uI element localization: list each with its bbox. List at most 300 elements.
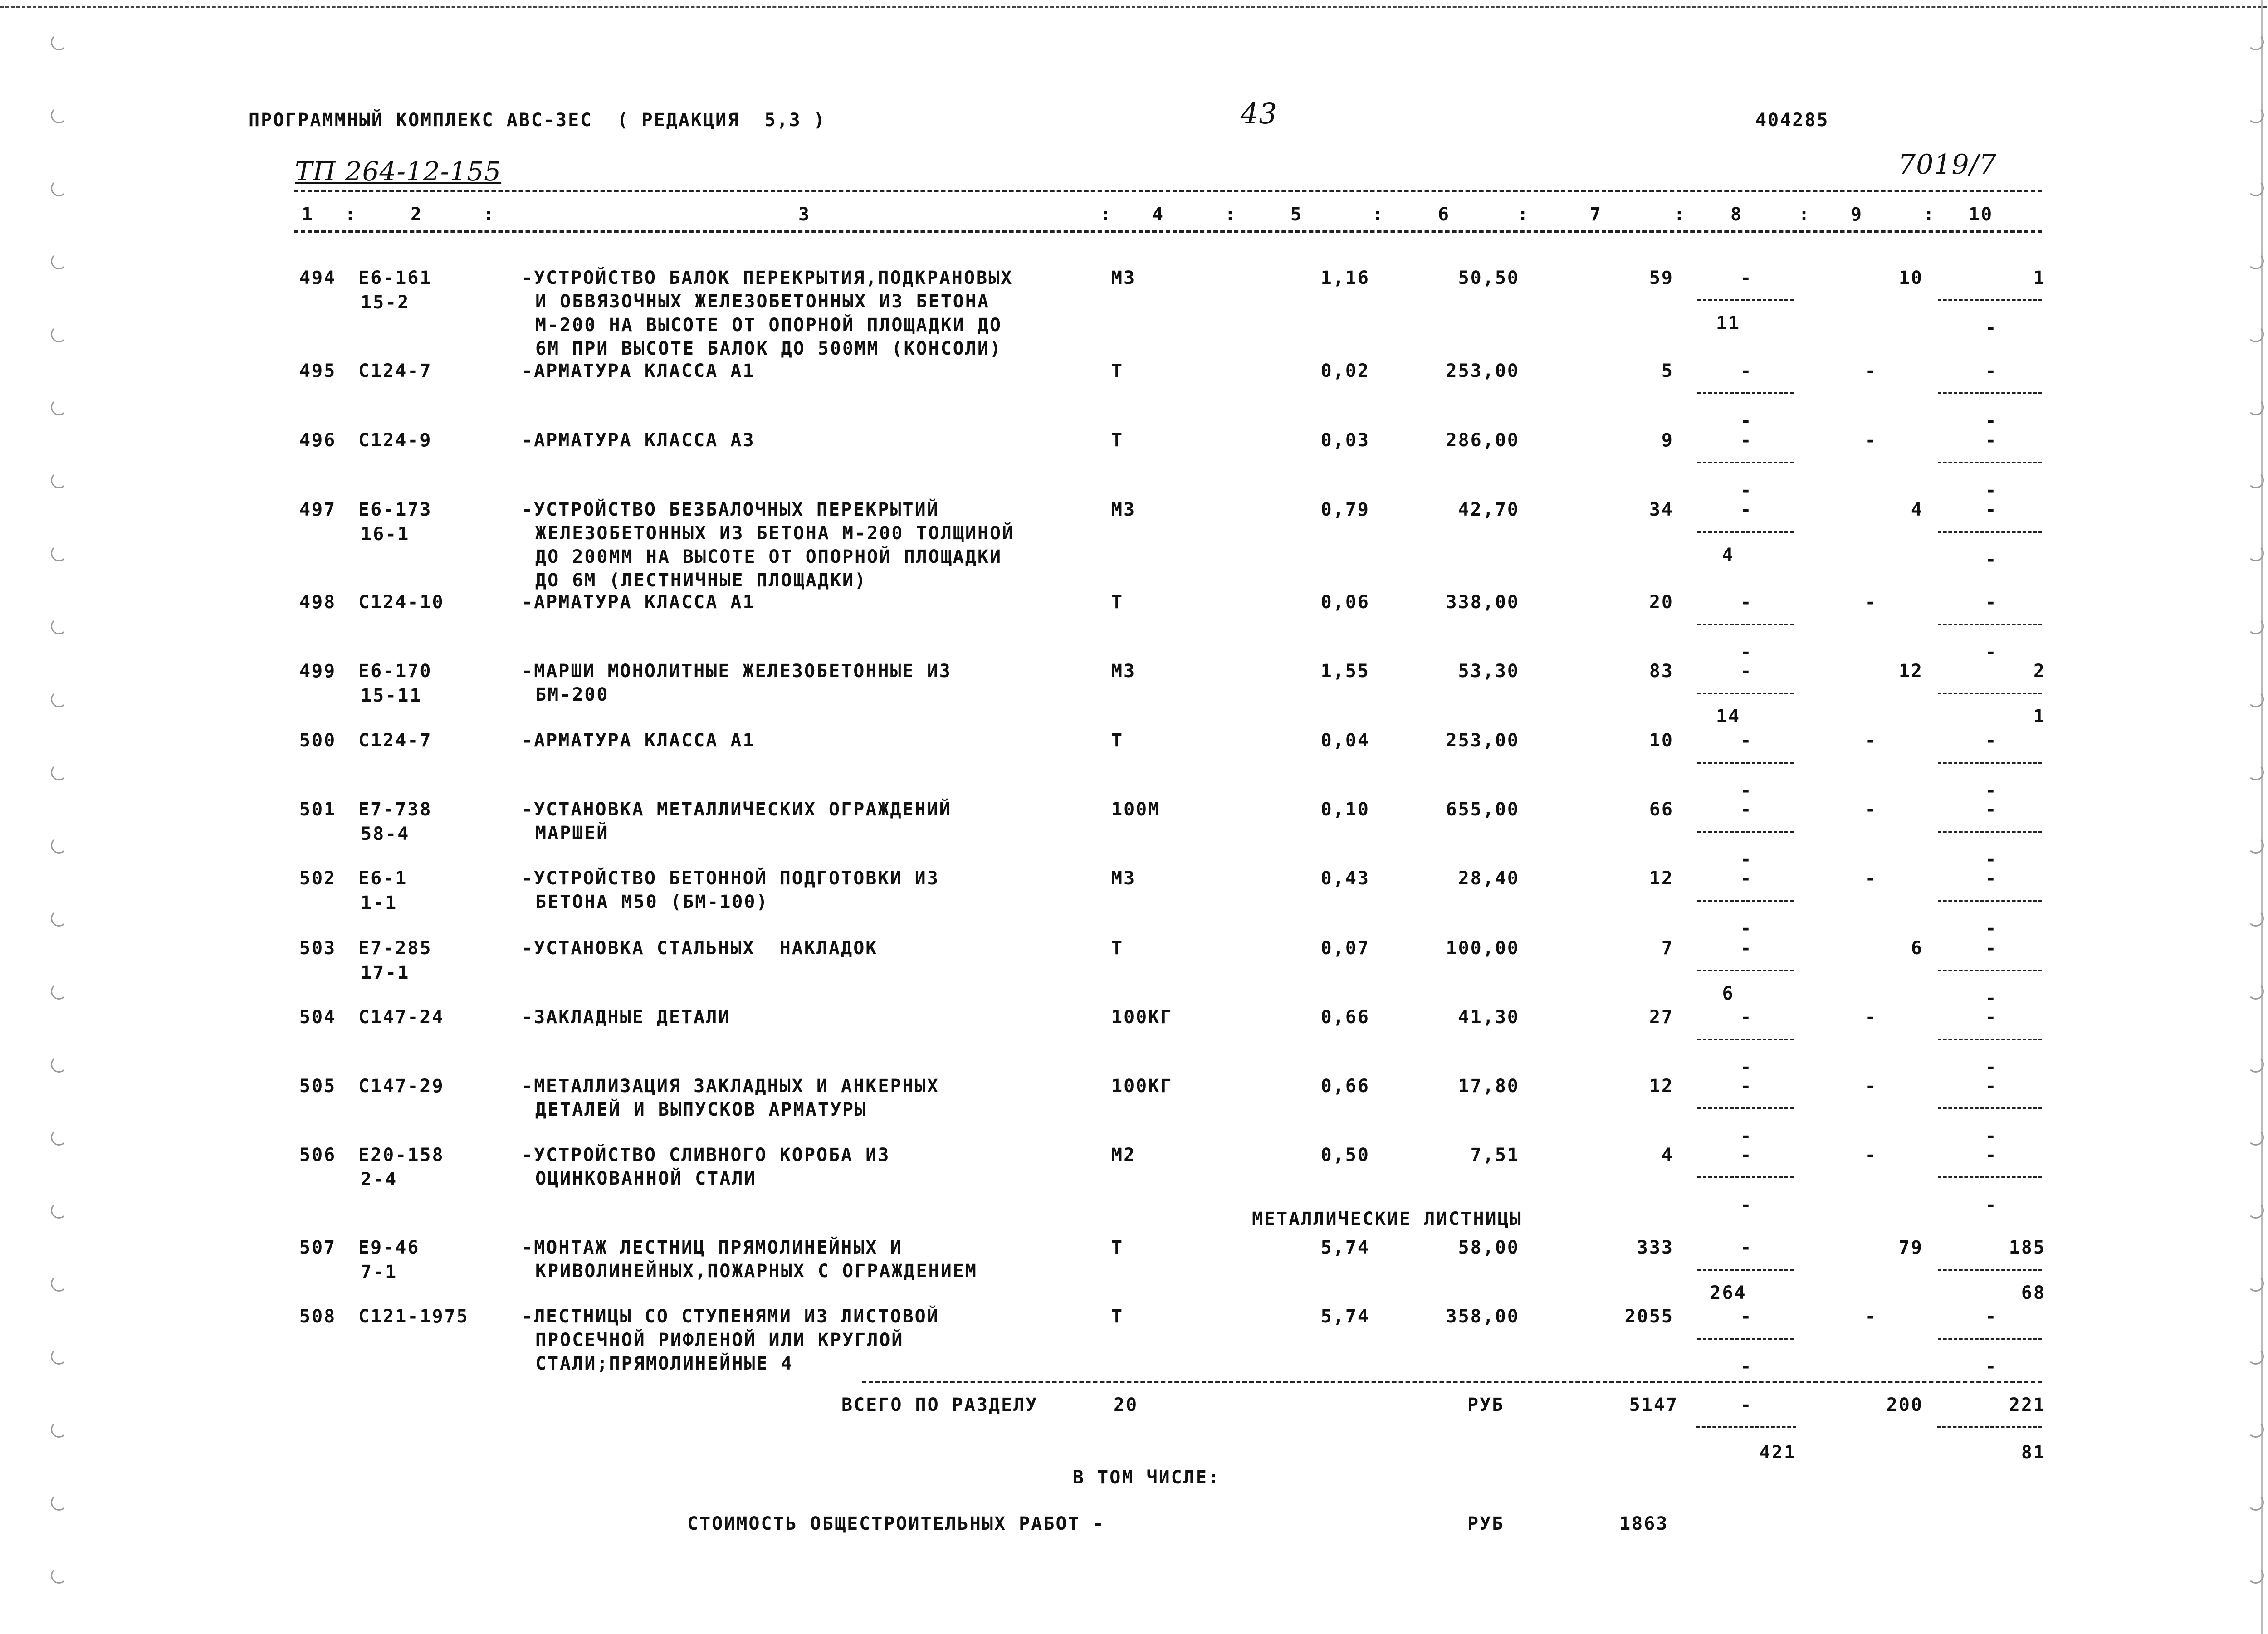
row-c8-top: - bbox=[1740, 730, 1753, 751]
row-c10-top: - bbox=[1985, 1076, 1998, 1097]
col-8-label: 8 bbox=[1730, 204, 1743, 225]
row-c10-top: 185 bbox=[2009, 1237, 2046, 1258]
row-c9: - bbox=[1865, 1076, 1877, 1097]
tractor-hole-right bbox=[2248, 1494, 2264, 1511]
row-number: 507 bbox=[299, 1237, 337, 1258]
row-description-line: ПРОСЕЧНОЙ РИФЛЕНОЙ ИЛИ КРУГЛОЙ bbox=[535, 1330, 904, 1351]
summary-count: 20 bbox=[1114, 1395, 1139, 1415]
row-quantity: 0,10 bbox=[1320, 799, 1370, 820]
row-unit-price: 53,30 bbox=[1458, 661, 1520, 682]
column-separator: : bbox=[1517, 204, 1530, 225]
row-code-secondary: 17-1 bbox=[361, 962, 410, 983]
col-2-label: 2 bbox=[411, 204, 423, 225]
tractor-hole-right bbox=[2248, 107, 2264, 123]
row-description-line: -УСТРОЙСТВО СЛИВНОГО КОРОБА ИЗ bbox=[522, 1145, 890, 1166]
tractor-hole-right bbox=[2248, 472, 2264, 488]
row-c8-rule bbox=[1697, 762, 1794, 764]
row-c8-bottom: - bbox=[1740, 849, 1753, 870]
row-c8-top: - bbox=[1740, 499, 1753, 520]
col-3-label: 3 bbox=[798, 204, 811, 225]
col-4-label: 4 bbox=[1152, 204, 1165, 225]
row-c10-rule bbox=[1938, 693, 2042, 694]
row-unit: Т bbox=[1111, 592, 1124, 613]
row-unit-price: 100,00 bbox=[1446, 938, 1520, 959]
row-total: 4 bbox=[1661, 1145, 1674, 1166]
row-c10-bottom: - bbox=[1985, 480, 1998, 501]
column-separator: : bbox=[483, 204, 496, 225]
row-c8-bottom: - bbox=[1740, 1057, 1753, 1078]
row-code: Е7-738 bbox=[358, 799, 432, 820]
row-c10-bottom: - bbox=[1985, 1195, 1998, 1215]
row-quantity: 0,03 bbox=[1320, 430, 1370, 451]
tractor-hole-right bbox=[2248, 910, 2264, 927]
row-code: Е7-285 bbox=[358, 938, 432, 959]
row-total: 83 bbox=[1649, 661, 1674, 682]
row-c9: - bbox=[1865, 430, 1877, 451]
row-c8-rule bbox=[1697, 970, 1794, 971]
row-total: 12 bbox=[1649, 1076, 1674, 1097]
page-number: 43 bbox=[1241, 97, 1277, 130]
row-code: Е6-1 bbox=[358, 868, 408, 889]
row-unit-price: 253,00 bbox=[1446, 730, 1520, 751]
row-unit-price: 286,00 bbox=[1446, 430, 1520, 451]
row-c8-bottom: 14 bbox=[1716, 706, 1741, 727]
row-c8-top: - bbox=[1740, 1076, 1753, 1097]
header-rule-bottom bbox=[294, 230, 2042, 233]
row-quantity: 1,16 bbox=[1320, 268, 1370, 288]
row-c10-rule bbox=[1938, 1338, 2042, 1340]
document-number: 404285 bbox=[1755, 110, 1829, 131]
row-c8-top: - bbox=[1740, 1145, 1753, 1166]
general-cost-label: СТОИМОСТЬ ОБЩЕСТРОИТЕЛЬНЫХ РАБОТ - bbox=[687, 1513, 1105, 1534]
row-unit: 100М bbox=[1111, 799, 1161, 820]
row-c8-top: - bbox=[1740, 268, 1753, 288]
row-c8-rule bbox=[1697, 900, 1794, 902]
row-c8-top: - bbox=[1740, 430, 1753, 451]
row-c10-bottom: - bbox=[1985, 1126, 1998, 1146]
row-description-line: 6М ПРИ ВЫСОТЕ БАЛОК ДО 500ММ (КОНСОЛИ) bbox=[535, 338, 1002, 359]
row-total: 333 bbox=[1637, 1237, 1674, 1258]
row-c8-rule bbox=[1697, 531, 1794, 533]
row-c8-bottom: - bbox=[1740, 642, 1753, 663]
tractor-hole-right bbox=[2248, 34, 2264, 50]
column-separator: : bbox=[345, 204, 357, 225]
row-description-line: М-200 НА ВЫСОТЕ ОТ ОПОРНОЙ ПЛОЩАДКИ ДО bbox=[535, 315, 1002, 336]
row-c10-bottom: - bbox=[1985, 918, 1998, 939]
row-c10-bottom: - bbox=[1985, 549, 1998, 570]
tractor-hole-left bbox=[51, 1494, 67, 1511]
row-c8-bottom: - bbox=[1740, 480, 1753, 501]
row-total: 20 bbox=[1649, 592, 1674, 613]
tractor-hole-right bbox=[2248, 399, 2264, 415]
row-quantity: 1,55 bbox=[1320, 661, 1370, 682]
row-quantity: 0,79 bbox=[1320, 499, 1370, 520]
row-code-secondary: 2-4 bbox=[361, 1169, 398, 1190]
tractor-hole-left bbox=[51, 326, 67, 342]
row-description-line: КРИВОЛИНЕЙНЫХ,ПОЖАРНЫХ С ОГРАЖДЕНИЕМ bbox=[535, 1261, 978, 1282]
row-c8-rule bbox=[1697, 1269, 1794, 1271]
row-description-line: БМ-200 bbox=[535, 684, 609, 705]
row-description-line: -ЛЕСТНИЦЫ СО СТУПЕНЯМИ ИЗ ЛИСТОВОЙ bbox=[522, 1306, 939, 1327]
including-label: В ТОМ ЧИСЛЕ: bbox=[1073, 1467, 1220, 1488]
tractor-hole-left bbox=[51, 253, 67, 269]
row-c8-bottom: 6 bbox=[1722, 983, 1735, 1004]
row-number: 496 bbox=[299, 430, 337, 451]
row-description-line: ЖЕЛЕЗОБЕТОННЫХ ИЗ БЕТОНА М-200 ТОЛЩИНОЙ bbox=[535, 523, 1015, 544]
row-c10-top: - bbox=[1985, 938, 1998, 959]
row-description-line: ДО 6М (ЛЕСТНИЧНЫЕ ПЛОЩАДКИ) bbox=[535, 570, 867, 591]
row-number: 498 bbox=[299, 592, 337, 613]
row-code: Е6-170 bbox=[358, 661, 432, 682]
row-code: Е6-161 bbox=[358, 268, 432, 288]
row-code: Е9-46 bbox=[358, 1237, 420, 1258]
row-c8-bottom: - bbox=[1740, 1126, 1753, 1146]
row-code: С124-10 bbox=[358, 592, 445, 613]
row-number: 506 bbox=[299, 1145, 337, 1166]
row-c8-top: - bbox=[1740, 1306, 1753, 1327]
row-c8-top: - bbox=[1740, 661, 1753, 682]
row-unit-price: 358,00 bbox=[1446, 1306, 1520, 1327]
row-c9: 4 bbox=[1911, 499, 1923, 520]
row-description-line: -УСТРОЙСТВО БЕТОННОЙ ПОДГОТОВКИ ИЗ bbox=[522, 868, 939, 889]
row-c8-rule bbox=[1697, 1107, 1794, 1109]
row-c10-rule bbox=[1938, 970, 2042, 971]
row-number: 508 bbox=[299, 1306, 337, 1327]
tractor-hole-right bbox=[2248, 1348, 2264, 1365]
row-c8-top: - bbox=[1740, 592, 1753, 613]
row-unit-price: 17,80 bbox=[1458, 1076, 1520, 1097]
col-5-label: 5 bbox=[1290, 204, 1303, 225]
row-total: 9 bbox=[1661, 430, 1674, 451]
row-number: 505 bbox=[299, 1076, 337, 1097]
tractor-hole-right bbox=[2248, 1421, 2264, 1438]
row-description-line: -АРМАТУРА КЛАССА А1 bbox=[522, 730, 755, 751]
row-c8-rule bbox=[1697, 1338, 1794, 1340]
row-unit: Т bbox=[1111, 361, 1124, 381]
row-c10-top: - bbox=[1985, 1145, 1998, 1166]
row-c10-rule bbox=[1938, 299, 2042, 301]
row-c8-top: - bbox=[1740, 1237, 1753, 1258]
row-description-line: БЕТОНА М50 (БМ-100) bbox=[535, 892, 769, 912]
col-7-label: 7 bbox=[1590, 204, 1603, 225]
row-code: Е6-173 bbox=[358, 499, 432, 520]
row-c8-top: - bbox=[1740, 361, 1753, 381]
row-c8-top: - bbox=[1740, 1007, 1753, 1028]
summary-label: ВСЕГО ПО РАЗДЕЛУ bbox=[841, 1395, 1038, 1415]
perforated-top-edge bbox=[0, 0, 2268, 8]
row-c8-bottom: 4 bbox=[1722, 545, 1735, 566]
row-description-line: ОЦИНКОВАННОЙ СТАЛИ bbox=[535, 1168, 757, 1189]
row-c10-rule bbox=[1938, 1176, 2042, 1178]
row-total: 59 bbox=[1649, 268, 1674, 288]
row-description-line: -АРМАТУРА КЛАССА А1 bbox=[522, 592, 755, 613]
row-c10-bottom: - bbox=[1985, 988, 1998, 1009]
summary-rule bbox=[862, 1381, 2042, 1383]
row-unit-price: 42,70 bbox=[1458, 499, 1520, 520]
row-code-secondary: 1-1 bbox=[361, 893, 398, 913]
tractor-hole-left bbox=[51, 1202, 67, 1219]
row-c9: - bbox=[1865, 799, 1877, 820]
row-total: 12 bbox=[1649, 868, 1674, 889]
row-c10-top: - bbox=[1985, 499, 1998, 520]
tractor-hole-left bbox=[51, 1421, 67, 1438]
row-total: 7 bbox=[1661, 938, 1674, 959]
tractor-hole-left bbox=[51, 691, 67, 707]
row-description-line: МАРШЕЙ bbox=[535, 823, 609, 844]
row-c10-top: 1 bbox=[2033, 268, 2046, 288]
row-c8-top: - bbox=[1740, 868, 1753, 889]
row-c9: - bbox=[1865, 1007, 1877, 1028]
row-c10-top: 2 bbox=[2033, 661, 2046, 682]
tractor-hole-left bbox=[51, 180, 67, 196]
row-unit: М2 bbox=[1111, 1145, 1136, 1166]
row-c10-bottom: - bbox=[1985, 1057, 1998, 1078]
row-description-line: СТАЛИ;ПРЯМОЛИНЕЙНЫЕ 4 bbox=[535, 1353, 793, 1374]
row-description-line: -УСТРОЙСТВО БАЛОК ПЕРЕКРЫТИЯ,ПОДКРАНОВЫХ bbox=[522, 268, 1013, 288]
col-10-label: 10 bbox=[1969, 204, 1994, 225]
row-code: С147-29 bbox=[358, 1076, 445, 1097]
row-code-secondary: 7-1 bbox=[361, 1262, 398, 1283]
tractor-hole-right bbox=[2248, 545, 2264, 561]
summary-c10-top: 221 bbox=[2009, 1395, 2046, 1415]
row-code: С147-24 bbox=[358, 1007, 445, 1028]
row-unit-price: 58,00 bbox=[1458, 1237, 1520, 1258]
col-6-label: 6 bbox=[1438, 204, 1451, 225]
row-unit: М3 bbox=[1111, 499, 1136, 520]
row-unit: М3 bbox=[1111, 268, 1136, 288]
row-quantity: 0,02 bbox=[1320, 361, 1370, 381]
row-unit-price: 28,40 bbox=[1458, 868, 1520, 889]
tractor-hole-left bbox=[51, 837, 67, 854]
row-c8-top: - bbox=[1740, 799, 1753, 820]
row-c10-rule bbox=[1938, 900, 2042, 902]
row-unit: Т bbox=[1111, 430, 1124, 451]
row-number: 494 bbox=[299, 268, 337, 288]
row-unit: Т bbox=[1111, 938, 1124, 959]
row-number: 500 bbox=[299, 730, 337, 751]
column-separator: : bbox=[1799, 204, 1811, 225]
row-description-line: -УСТАНОВКА СТАЛЬНЫХ НАКЛАДОК bbox=[522, 938, 878, 959]
row-description-line: -АРМАТУРА КЛАССА А1 bbox=[522, 361, 755, 381]
row-number: 501 bbox=[299, 799, 337, 820]
column-separator: : bbox=[1674, 204, 1686, 225]
row-number: 502 bbox=[299, 868, 337, 889]
row-c10-bottom: 68 bbox=[2021, 1283, 2046, 1303]
project-code: ТП 264-12-155 bbox=[295, 156, 502, 187]
row-c10-top: - bbox=[1985, 730, 1998, 751]
row-c10-top: - bbox=[1985, 592, 1998, 613]
row-c8-bottom: 11 bbox=[1716, 313, 1741, 334]
row-c9: - bbox=[1865, 592, 1877, 613]
header-rule-top bbox=[294, 190, 2042, 192]
row-c8-top: - bbox=[1740, 938, 1753, 959]
row-c10-rule bbox=[1938, 1107, 2042, 1109]
row-c10-rule bbox=[1938, 1269, 2042, 1271]
row-c10-rule bbox=[1938, 1039, 2042, 1040]
row-code-secondary: 58-4 bbox=[361, 824, 410, 844]
row-description-line: -АРМАТУРА КЛАССА А3 bbox=[522, 430, 755, 451]
section-heading: МЕТАЛЛИЧЕСКИЕ ЛИСТНИЦЫ bbox=[1252, 1209, 1522, 1229]
column-separator: : bbox=[1225, 204, 1237, 225]
right-margin-line bbox=[2261, 0, 2263, 1634]
tractor-hole-right bbox=[2248, 1567, 2264, 1584]
tractor-hole-right bbox=[2248, 180, 2264, 196]
sheet-code: 7019/7 bbox=[1898, 149, 1997, 180]
row-number: 495 bbox=[299, 361, 337, 381]
tractor-hole-right bbox=[2248, 1275, 2264, 1292]
row-code-secondary: 15-2 bbox=[361, 292, 410, 313]
row-c9: - bbox=[1865, 361, 1877, 381]
row-c10-bottom: - bbox=[1985, 410, 1998, 431]
row-c8-rule bbox=[1697, 831, 1794, 833]
row-code-secondary: 15-11 bbox=[361, 685, 422, 706]
row-code: Е20-158 bbox=[358, 1145, 445, 1166]
row-unit-price: 338,00 bbox=[1446, 592, 1520, 613]
row-total: 66 bbox=[1649, 799, 1674, 820]
row-c10-top: - bbox=[1985, 430, 1998, 451]
row-number: 497 bbox=[299, 499, 337, 520]
tractor-hole-left bbox=[51, 399, 67, 415]
general-cost-value: 1863 bbox=[1619, 1513, 1669, 1534]
tractor-hole-left bbox=[51, 472, 67, 488]
row-unit: Т bbox=[1111, 730, 1124, 751]
row-code: С121-1975 bbox=[358, 1306, 469, 1327]
row-total: 27 bbox=[1649, 1007, 1674, 1028]
row-c8-rule bbox=[1697, 693, 1794, 694]
row-c10-top: - bbox=[1985, 799, 1998, 820]
row-c10-bottom: - bbox=[1985, 642, 1998, 663]
row-c8-rule bbox=[1697, 299, 1794, 301]
row-c8-bottom: - bbox=[1740, 1195, 1753, 1215]
row-description-line: -УСТАНОВКА МЕТАЛЛИЧЕСКИХ ОГРАЖДЕНИЙ bbox=[522, 799, 952, 820]
summary-c8-bottom: 421 bbox=[1759, 1442, 1796, 1463]
row-description-line: ДЕТАЛЕЙ И ВЫПУСКОВ АРМАТУРЫ bbox=[535, 1099, 867, 1120]
row-quantity: 0,07 bbox=[1320, 938, 1370, 959]
row-c8-rule bbox=[1697, 462, 1794, 463]
row-c8-bottom: - bbox=[1740, 1356, 1753, 1377]
row-description-line: -МЕТАЛЛИЗАЦИЯ ЗАКЛАДНЫХ И АНКЕРНЫХ bbox=[522, 1076, 939, 1097]
column-separator: : bbox=[1923, 204, 1936, 225]
row-c10-rule bbox=[1938, 462, 2042, 463]
row-quantity: 0,43 bbox=[1320, 868, 1370, 889]
row-code-secondary: 16-1 bbox=[361, 524, 410, 545]
row-code: С124-7 bbox=[358, 730, 432, 751]
summary-total: 5147 bbox=[1629, 1395, 1678, 1415]
row-c10-top: - bbox=[1985, 868, 1998, 889]
row-c10-bottom: - bbox=[1985, 1356, 1998, 1377]
row-c9: 6 bbox=[1911, 938, 1923, 959]
row-unit-price: 50,50 bbox=[1458, 268, 1520, 288]
row-c10-rule bbox=[1938, 831, 2042, 833]
row-code: С124-7 bbox=[358, 361, 432, 381]
row-c10-rule bbox=[1938, 762, 2042, 764]
summary-c9: 200 bbox=[1886, 1395, 1923, 1415]
tractor-hole-right bbox=[2248, 253, 2264, 269]
row-c10-bottom: - bbox=[1985, 849, 1998, 870]
tractor-hole-left bbox=[51, 1275, 67, 1292]
row-number: 499 bbox=[299, 661, 337, 682]
row-unit: М3 bbox=[1111, 868, 1136, 889]
row-c9: - bbox=[1865, 1145, 1877, 1166]
row-c10-bottom: - bbox=[1985, 317, 1998, 338]
tractor-hole-left bbox=[51, 1056, 67, 1073]
row-quantity: 0,06 bbox=[1320, 592, 1370, 613]
row-unit: Т bbox=[1111, 1306, 1124, 1327]
summary-c10-rule bbox=[1937, 1426, 2042, 1428]
row-c10-rule bbox=[1938, 531, 2042, 533]
tractor-hole-left bbox=[51, 910, 67, 927]
row-quantity: 0,50 bbox=[1320, 1145, 1370, 1166]
row-description-line: И ОБВЯЗОЧНЫХ ЖЕЛЕЗОБЕТОННЫХ ИЗ БЕТОНА bbox=[535, 291, 990, 312]
tractor-hole-right bbox=[2248, 1202, 2264, 1219]
tractor-hole-right bbox=[2248, 837, 2264, 854]
tractor-hole-right bbox=[2248, 618, 2264, 634]
row-c8-bottom: 264 bbox=[1710, 1283, 1747, 1303]
row-c9: 79 bbox=[1898, 1237, 1923, 1258]
row-c8-bottom: - bbox=[1740, 780, 1753, 801]
row-c8-bottom: - bbox=[1740, 918, 1753, 939]
row-c10-top: - bbox=[1985, 361, 1998, 381]
row-description-line: -ЗАКЛАДНЫЕ ДЕТАЛИ bbox=[522, 1007, 731, 1028]
tractor-hole-right bbox=[2248, 1129, 2264, 1146]
row-number: 503 bbox=[299, 938, 337, 959]
row-unit-price: 253,00 bbox=[1446, 361, 1520, 381]
summary-c8-top: - bbox=[1740, 1395, 1753, 1415]
row-unit: 100КГ bbox=[1111, 1076, 1173, 1097]
column-separator: : bbox=[1372, 204, 1385, 225]
row-description-line: ДО 200ММ НА ВЫСОТЕ ОТ ОПОРНОЙ ПЛОЩАДКИ bbox=[535, 546, 1002, 567]
row-code: С124-9 bbox=[358, 430, 432, 451]
row-c8-rule bbox=[1697, 1039, 1794, 1040]
row-c9: 10 bbox=[1898, 268, 1923, 288]
row-unit: 100КГ bbox=[1111, 1007, 1173, 1028]
row-c10-bottom: - bbox=[1985, 780, 1998, 801]
tractor-hole-left bbox=[51, 764, 67, 780]
tractor-hole-left bbox=[51, 1348, 67, 1365]
col-9-label: 9 bbox=[1851, 204, 1863, 225]
tractor-hole-right bbox=[2248, 691, 2264, 707]
tractor-hole-right bbox=[2248, 983, 2264, 1000]
row-c8-rule bbox=[1697, 392, 1794, 394]
tractor-hole-right bbox=[2248, 764, 2264, 780]
row-description-line: -УСТРОЙСТВО БЕЗБАЛОЧНЫХ ПЕРЕКРЫТИЙ bbox=[522, 499, 939, 520]
row-number: 504 bbox=[299, 1007, 337, 1028]
row-total: 2055 bbox=[1624, 1306, 1674, 1327]
row-unit-price: 7,51 bbox=[1470, 1145, 1520, 1166]
row-c10-rule bbox=[1938, 624, 2042, 625]
row-c9: - bbox=[1865, 868, 1877, 889]
tractor-hole-left bbox=[51, 545, 67, 561]
row-c9: 12 bbox=[1898, 661, 1923, 682]
summary-currency: РУБ bbox=[1467, 1395, 1505, 1415]
row-quantity: 5,74 bbox=[1320, 1237, 1370, 1258]
tractor-hole-left bbox=[51, 107, 67, 123]
tractor-hole-left bbox=[51, 1129, 67, 1146]
row-description-line: -МАРШИ МОНОЛИТНЫЕ ЖЕЛЕЗОБЕТОННЫЕ ИЗ bbox=[522, 661, 952, 682]
row-c10-rule bbox=[1938, 392, 2042, 394]
row-unit: М3 bbox=[1111, 661, 1136, 682]
tractor-hole-left bbox=[51, 34, 67, 50]
row-c10-top: - bbox=[1985, 1306, 1998, 1327]
tractor-hole-left bbox=[51, 983, 67, 1000]
row-c9: - bbox=[1865, 1306, 1877, 1327]
general-cost-currency: РУБ bbox=[1467, 1513, 1505, 1534]
row-quantity: 0,04 bbox=[1320, 730, 1370, 751]
tractor-hole-left bbox=[51, 1567, 67, 1584]
row-total: 5 bbox=[1661, 361, 1674, 381]
row-c10-bottom: 1 bbox=[2033, 706, 2046, 727]
row-c8-bottom: - bbox=[1740, 410, 1753, 431]
